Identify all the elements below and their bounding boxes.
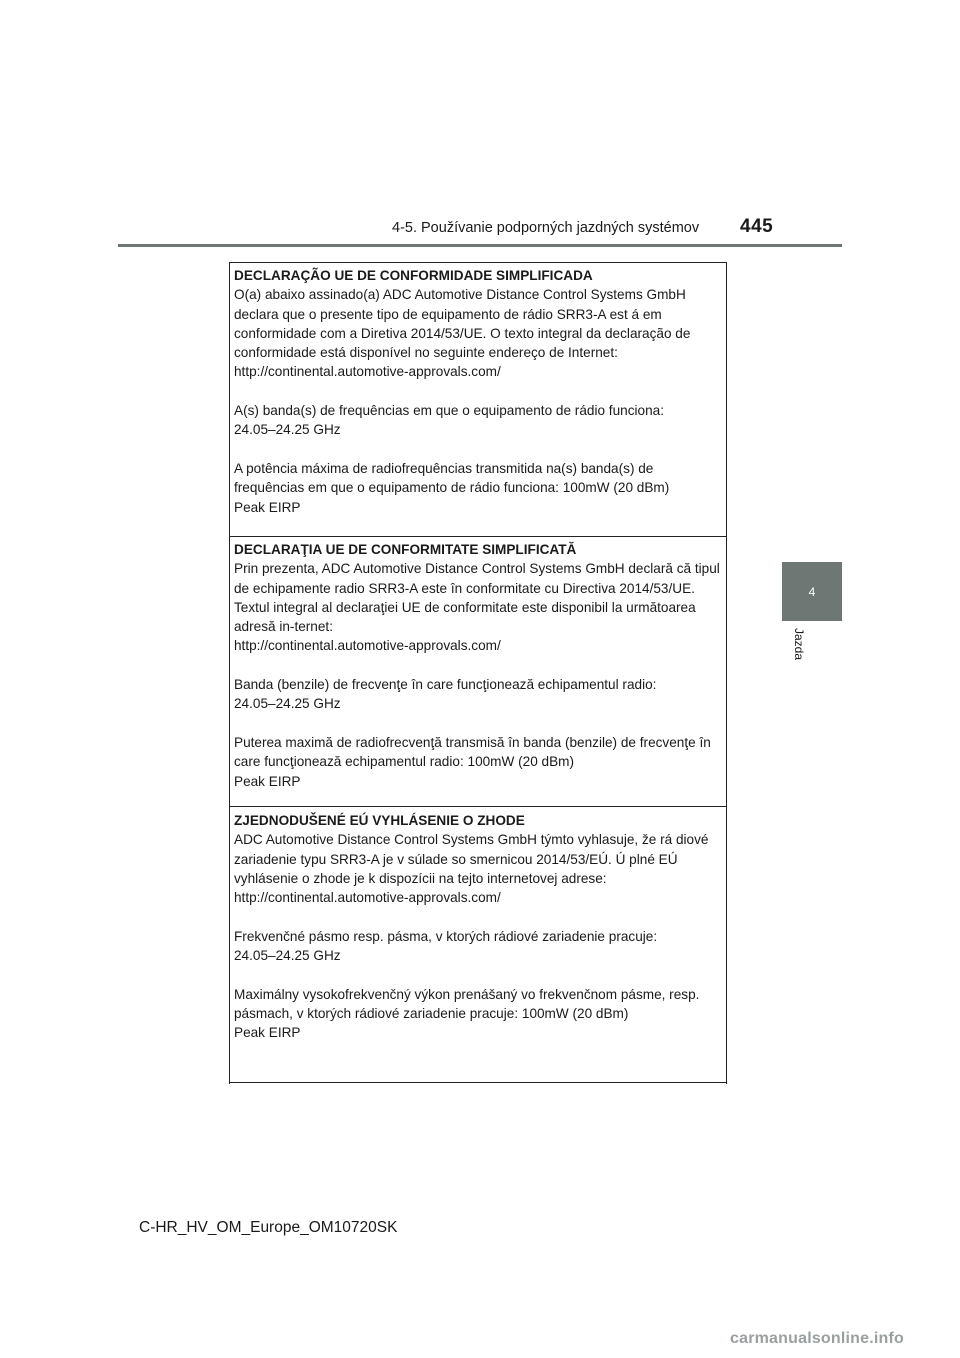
- declaration-romanian: [229, 536, 727, 806]
- page-number: 445: [740, 216, 774, 237]
- chapter-number: 4: [808, 584, 816, 599]
- declaration-slovak: [229, 806, 727, 1082]
- declaration-title: DECLARAŢIA UE DE CONFORMITATE SIMPLIFICATĂ: [234, 542, 577, 557]
- declaration-box-bottom: [229, 1082, 727, 1083]
- declaration-paragraph: Prin prezenta, ADC Automotive Distance Control Systems GmbH declară că tipul de echipamente radio SRR3-A este în conformitate cu Directiva 2014/53/UE. Textul integral al declaraţiei UE de conformitate este disponibil la următoarea adresă in-ternet: http://continental.automotive-approvals.com/: [234, 561, 720, 654]
- section-title: 4-5. Používanie podporných jazdných systémov: [392, 220, 700, 236]
- declaration-paragraph: Banda (benzile) de frecvenţe în care funcţionează echipamentul radio: 24.05–24.25 GHz: [234, 677, 657, 712]
- chapter-tab[interactable]: [782, 562, 842, 621]
- declaration-title: ZJEDNODUŠENÉ EÚ VYHLÁSENIE O ZHODE: [234, 813, 525, 828]
- declaration-paragraph: Puterea maximă de radiofrecvenţă transmisă în banda (benzile) de frecvenţe în care funcţionează echipamentul radio: 100mW (20 dBm) Peak EIRP: [234, 734, 711, 789]
- declaration-paragraph: O(a) abaixo assinado(a) ADC Automotive Distance Control Systems GmbH declara que o presente tipo de equipamento de rádio SRR3-A est á em conformidade com a Diretiva 2014/53/UE. O texto integral da declaração de conformidade está disponível no seguinte endereço de Internet: http://continental.automotive-approvals.com/: [234, 287, 691, 380]
- declaration-portuguese: [229, 262, 727, 536]
- declaration-paragraph: A(s) banda(s) de frequências em que o equipamento de rádio funciona: 24.05–24.25 GHz: [234, 403, 664, 438]
- watermark: carmanualsonline.info: [730, 1330, 905, 1347]
- chapter-label: Jazda: [792, 628, 806, 661]
- declaration-paragraph: Frekvenčné pásmo resp. pásma, v ktorých rádiové zariadenie pracuje: 24.05–24.25 GHz: [234, 928, 658, 964]
- declaration-title: DECLARAÇÃO UE DE CONFORMIDADE SIMPLIFICADA: [234, 268, 593, 283]
- declaration-paragraph: A potência máxima de radiofrequências transmitida na(s) banda(s) de frequências em que o equipamento de rádio funciona: 100mW (20 dBm) Peak EIRP: [234, 460, 670, 515]
- header-rule: [118, 244, 842, 247]
- declaration-paragraph: ADC Automotive Distance Control Systems GmbH týmto vyhlasuje, že rá diové zariadenie typu SRR3-A je v súlade so smernicou 2014/53/EÚ. Ú plné EÚ vyhlásenie o zhode je k dispozícii na tejto internetovej adrese: http://continental.automotive-approvals.com/: [234, 832, 709, 906]
- document-code: C-HR_HV_OM_Europe_OM10720SK: [139, 1219, 398, 1236]
- declaration-paragraph: Maximálny vysokofrekvenčný výkon prenášaný vo frekvenčnom pásme, resp. pásmach, v ktorých rádiové zariadenie pracuje: 100mW (20 dBm) Peak EIRP: [234, 986, 700, 1041]
